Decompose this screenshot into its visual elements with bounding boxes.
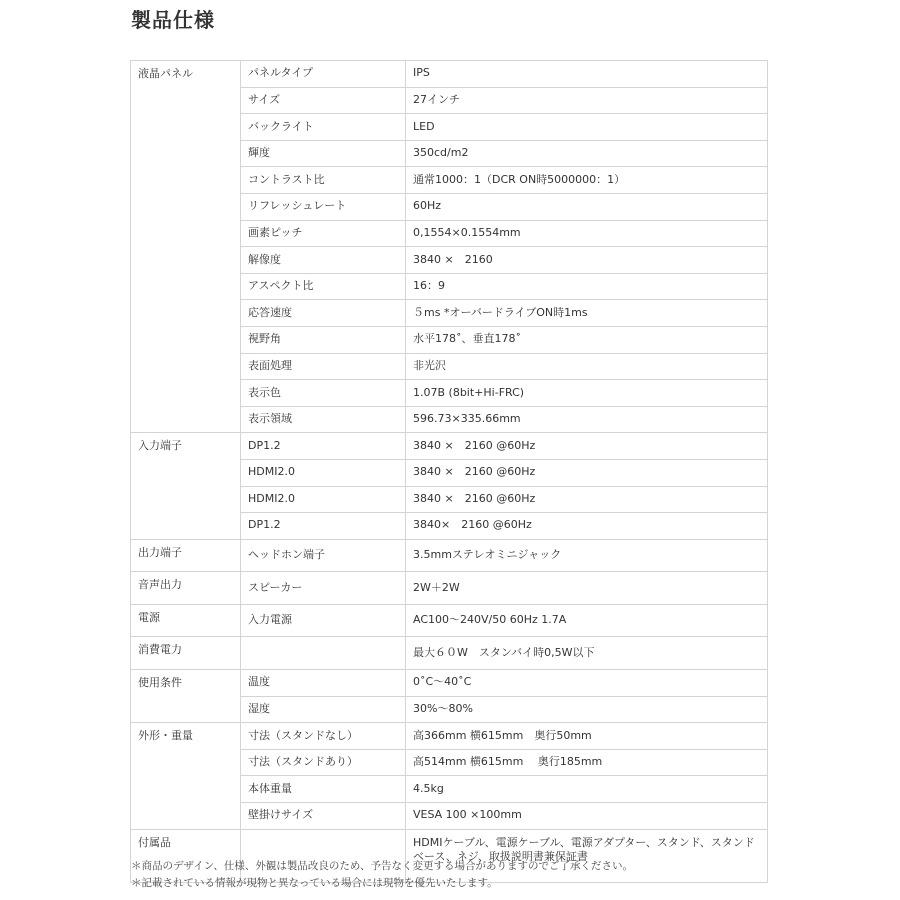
note-line: ＊商品のデザイン、仕様、外観は製品改良のため、予告なく変更する場合がありますのでご了承ください。 bbox=[131, 860, 634, 872]
spec-label: 寸法（スタンドなし） bbox=[241, 723, 406, 750]
spec-value: IPS bbox=[406, 61, 768, 88]
spec-value: LED bbox=[406, 114, 768, 141]
spec-label: HDMI2.0 bbox=[241, 459, 406, 486]
spec-label: DP1.2 bbox=[241, 433, 406, 460]
spec-value: 3840 × 2160 @60Hz bbox=[406, 459, 768, 486]
spec-category: 付属品 bbox=[131, 829, 241, 882]
spec-row bbox=[131, 723, 768, 750]
spec-value: 通常1000：1（DCR ON時5000000：1） bbox=[406, 167, 768, 194]
spec-row bbox=[131, 637, 768, 670]
spec-value: 高514mm 横615mm 奥行185mm bbox=[406, 749, 768, 776]
spec-value: 高366mm 横615mm 奥行50mm bbox=[406, 723, 768, 750]
spec-value: HDMIケーブル、電源ケーブル、電源アダプター、スタンド、スタンドベース、ネジ、取扱説明書兼保証書 bbox=[406, 829, 768, 882]
spec-table-body bbox=[131, 61, 768, 883]
spec-row bbox=[131, 604, 768, 637]
spec-value: 3840 × 2160 bbox=[406, 247, 768, 274]
spec-label: 寸法（スタンドあり） bbox=[241, 749, 406, 776]
spec-label: リフレッシュレート bbox=[241, 193, 406, 220]
spec-value: 350cd/m2 bbox=[406, 140, 768, 167]
spec-label bbox=[241, 637, 406, 670]
spec-row bbox=[131, 61, 768, 88]
spec-label: サイズ bbox=[241, 87, 406, 114]
spec-value: 596.73×335.66mm bbox=[406, 406, 768, 433]
spec-category: 電源 bbox=[131, 604, 241, 637]
spec-row bbox=[131, 539, 768, 572]
spec-category: 出力端子 bbox=[131, 539, 241, 572]
spec-label: アスペクト比 bbox=[241, 273, 406, 300]
spec-label: バックライト bbox=[241, 114, 406, 141]
spec-label: 温度 bbox=[241, 670, 406, 697]
spec-value: 最大６０W スタンバイ時0,5W以下 bbox=[406, 637, 768, 670]
spec-label: 表示領域 bbox=[241, 406, 406, 433]
spec-category: 入力端子 bbox=[131, 433, 241, 539]
spec-label: 視野角 bbox=[241, 326, 406, 353]
spec-row bbox=[131, 670, 768, 697]
spec-value: VESA 100 ×100mm bbox=[406, 803, 768, 830]
notes bbox=[131, 858, 633, 892]
spec-value: 60Hz bbox=[406, 193, 768, 220]
spec-value: 30%〜80% bbox=[406, 696, 768, 723]
spec-value: ５ms *オーバードライブON時1ms bbox=[406, 300, 768, 327]
spec-label: 画素ピッチ bbox=[241, 220, 406, 247]
spec-label: 表面処理 bbox=[241, 353, 406, 380]
spec-category: 音声出力 bbox=[131, 572, 241, 605]
spec-value: 3.5mmステレオミニジャック bbox=[406, 539, 768, 572]
spec-label: スピーカー bbox=[241, 572, 406, 605]
page-title: 製品仕様 bbox=[131, 8, 215, 32]
note-line: ＊記載されている情報が現物と異なっている場合には現物を優先いたします。 bbox=[131, 877, 498, 889]
spec-label: 輝度 bbox=[241, 140, 406, 167]
spec-category: 消費電力 bbox=[131, 637, 241, 670]
spec-value: 3840 × 2160 @60Hz bbox=[406, 433, 768, 460]
spec-table bbox=[130, 60, 768, 883]
spec-category: 外形・重量 bbox=[131, 723, 241, 829]
spec-value: 3840× 2160 @60Hz bbox=[406, 513, 768, 540]
spec-label: 応答速度 bbox=[241, 300, 406, 327]
spec-value: 2W＋2W bbox=[406, 572, 768, 605]
spec-value: 0˚C〜40˚C bbox=[406, 670, 768, 697]
spec-label: コントラスト比 bbox=[241, 167, 406, 194]
spec-label: 壁掛けサイズ bbox=[241, 803, 406, 830]
spec-row bbox=[131, 572, 768, 605]
spec-value: 4.5kg bbox=[406, 776, 768, 803]
spec-value: AC100〜240V/50 60Hz 1.7A bbox=[406, 604, 768, 637]
spec-label: 本体重量 bbox=[241, 776, 406, 803]
spec-row bbox=[131, 433, 768, 460]
spec-category: 液晶パネル bbox=[131, 61, 241, 433]
spec-label: 湿度 bbox=[241, 696, 406, 723]
spec-value: 3840 × 2160 @60Hz bbox=[406, 486, 768, 513]
spec-value: 0,1554×0.1554mm bbox=[406, 220, 768, 247]
spec-label: DP1.2 bbox=[241, 513, 406, 540]
spec-label: 表示色 bbox=[241, 380, 406, 407]
spec-label: ヘッドホン端子 bbox=[241, 539, 406, 572]
spec-label: 解像度 bbox=[241, 247, 406, 274]
spec-value: 1.07B (8bit+Hi-FRC) bbox=[406, 380, 768, 407]
spec-value: 27インチ bbox=[406, 87, 768, 114]
spec-category: 使用条件 bbox=[131, 670, 241, 723]
spec-value: 16：9 bbox=[406, 273, 768, 300]
spec-value: 水平178˚、垂直178˚ bbox=[406, 326, 768, 353]
spec-label: 入力電源 bbox=[241, 604, 406, 637]
spec-label: HDMI2.0 bbox=[241, 486, 406, 513]
spec-value: 非光沢 bbox=[406, 353, 768, 380]
spec-label: パネルタイプ bbox=[241, 61, 406, 88]
